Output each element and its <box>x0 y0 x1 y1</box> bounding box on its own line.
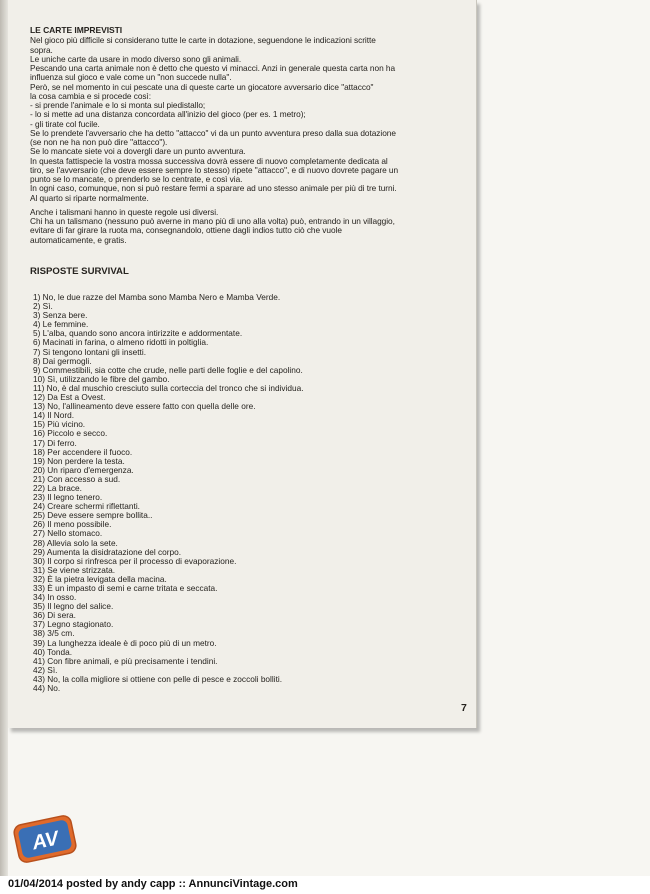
text-line: automaticamente, e gratis. <box>30 234 127 245</box>
section-carte-imprevisti <box>30 26 460 245</box>
answer-item: 37) Legno stagionato. <box>33 619 114 630</box>
answer-item: 2) Sì. <box>33 301 53 312</box>
text-line: Le uniche carte da usare in modo diverso sono gli animali. <box>30 53 242 64</box>
answer-item: 12) Da Est a Ovest. <box>33 392 106 403</box>
answer-item: 27) Nello stomaco. <box>33 528 103 539</box>
text-line: punto se lo mancate, o prenderlo se lo centrate, e così via. <box>30 174 243 184</box>
answer-item: 7) Si tengono lontani gli insetti. <box>33 346 147 357</box>
answer-item: 3) Senza bere. <box>33 310 88 321</box>
answer-item: 26) Il meno possibile. <box>33 519 112 530</box>
answer-item: 42) Sì. <box>33 664 58 675</box>
answer-item: 40) Tonda. <box>33 646 73 657</box>
annuncivintage-logo <box>10 812 80 866</box>
section-title-carte: LE CARTE IMPREVISTI <box>30 25 123 35</box>
answer-item: 38) 3/5 cm. <box>33 628 75 639</box>
answer-item: 13) No, l'allineamento deve essere fatto con quella delle ore. <box>33 401 256 412</box>
answer-item: 28) Allevia solo la sete. <box>33 537 118 548</box>
text-line: evitare di far girare la ruota ma, consegnandolo, ottiene dagli indios tutto ciò che vuole <box>30 225 342 236</box>
answer-item: 36) Di sera. <box>33 610 76 621</box>
answer-item: 19) Non perdere la testa. <box>33 455 125 466</box>
answer-item: 39) La lunghezza ideale è di poco più di un metro. <box>33 637 217 648</box>
answer-item: 33) È un impasto di semi e carne tritata e seccata. <box>33 583 218 593</box>
section-title-risposte: RISPOSTE SURVIVAL <box>30 266 129 277</box>
answer-item: 41) Con fibre animali, e più precisamente i tendini. <box>33 655 218 666</box>
logo-text: AV <box>30 827 61 855</box>
answer-item: 43) No, la colla migliore si ottiene con pelle di pesce e zoccoli bolliti. <box>33 673 283 684</box>
answer-item: 17) Di ferro. <box>33 437 77 448</box>
answer-item: 5) L'alba, quando sono ancora intirizzite e addormentate. <box>33 328 243 339</box>
answer-item: 21) Con accesso a sud. <box>33 473 121 484</box>
text-line: tiro, se l'avversario (che deve essere sempre lo stesso) ripete "attacco", e di nuovo dovrete pagare un <box>30 164 399 175</box>
answer-item: 29) Aumenta la disidratazione del corpo. <box>33 546 182 557</box>
text-line: - gli tirate col fucile. <box>30 118 100 129</box>
page-edge-shadow <box>0 0 8 894</box>
text-line: Se lo mancate siete voi a dovergli dare un punto avventura. <box>30 146 246 157</box>
text-line: Se lo prendete l'avversario che ha detto "attacco" vi da un punto avventura preso dalla sua dotazione <box>30 127 396 138</box>
text-line: Pescando una carta animale non è detto che questo vi minacci. Anzi in generale questa carta non ha <box>30 63 396 73</box>
answer-item: 14) Il Nord. <box>33 410 75 421</box>
text-line: la cosa cambia e si procede così: <box>30 90 152 101</box>
text-line: sopra. <box>30 44 53 55</box>
answer-item: 18) Per accendere il fuoco. <box>33 446 133 457</box>
answer-item: 8) Dai germogli. <box>33 355 92 366</box>
answer-item: 34) In osso. <box>33 592 77 603</box>
paragraph-talismani <box>30 208 460 245</box>
text-line: - si prende l'animale e lo si monta sul piedistallo; <box>30 100 206 110</box>
answer-item: 11) No, è dal muschio cresciuto sulla corteccia del tronco che si individua. <box>33 382 304 393</box>
text-line: In questa fattispecie la vostra mossa successiva dovrà essere di nuovo completamente dedicata al <box>30 155 388 166</box>
page-number: 7 <box>461 702 467 714</box>
answer-item: 35) Il legno del salice. <box>33 601 114 612</box>
answer-item: 22) La brace. <box>33 482 82 493</box>
text-line: (se non ne ha non può dire "attacco"). <box>30 137 168 147</box>
answer-item: 24) Creare schermi riflettanti. <box>33 501 140 512</box>
text-line: Chi ha un talismano (nessuno può averne in mano più di uno alla volta) può, entrando in un villaggio, <box>30 216 395 226</box>
answer-item: 32) È la pietra levigata della macina. <box>33 573 167 584</box>
text-line: influenza sul gioco e vale come un "non succede nulla". <box>30 72 232 83</box>
answer-item: 1) No, le due razze del Mamba sono Mamba Nero e Mamba Verde. <box>33 292 281 302</box>
text-line: Però, se nel momento in cui pescate una di queste carte un giocatore avversario dice "attacco" <box>30 81 374 92</box>
answer-item: 15) Più vicino. <box>33 419 86 430</box>
answer-item: 25) Deve essere sempre bollita.. <box>33 510 153 521</box>
answer-item: 44) No. <box>33 683 61 694</box>
answer-item: 30) Il corpo si rinfresca per il processo di evaporazione. <box>33 555 237 566</box>
answer-item: 31) Se viene strizzata. <box>33 564 116 575</box>
answer-item: 9) Commestibili, sia cotte che crude, nelle parti delle foglie e del capolino. <box>33 364 303 375</box>
answer-item: 20) Un riparo d'emergenza. <box>33 464 134 475</box>
answer-item: 6) Macinati in farina, o almeno ridotti in poltiglia. <box>33 337 209 348</box>
footer-caption: 01/04/2014 posted by andy capp :: AnnunciVintage.com <box>8 878 298 890</box>
text-line: Anche i talismani hanno in queste regole usi diversi. <box>30 206 219 217</box>
text-line: - lo si mette ad una distanza concordata all'inizio del gioco (per es. 1 metro); <box>30 109 306 120</box>
paragraph-rules <box>30 36 460 203</box>
text-line: In ogni caso, comunque, non si può restare fermi a sparare ad uno stesso animale per più di tre turni. <box>30 183 397 194</box>
text-line: Nel gioco più difficile si considerano tutte le carte in dotazione, seguendone le indicazioni scritte <box>30 35 376 46</box>
answer-item: 4) Le femmine. <box>33 319 89 330</box>
answer-item: 23) Il legno tenero. <box>33 492 103 503</box>
answer-item: 10) Sì, utilizzando le fibre del gambo. <box>33 373 170 384</box>
text-line: Al quarto si riparte normalmente. <box>30 192 149 203</box>
answers-list <box>33 293 453 693</box>
answer-item: 16) Piccolo e secco. <box>33 428 108 439</box>
